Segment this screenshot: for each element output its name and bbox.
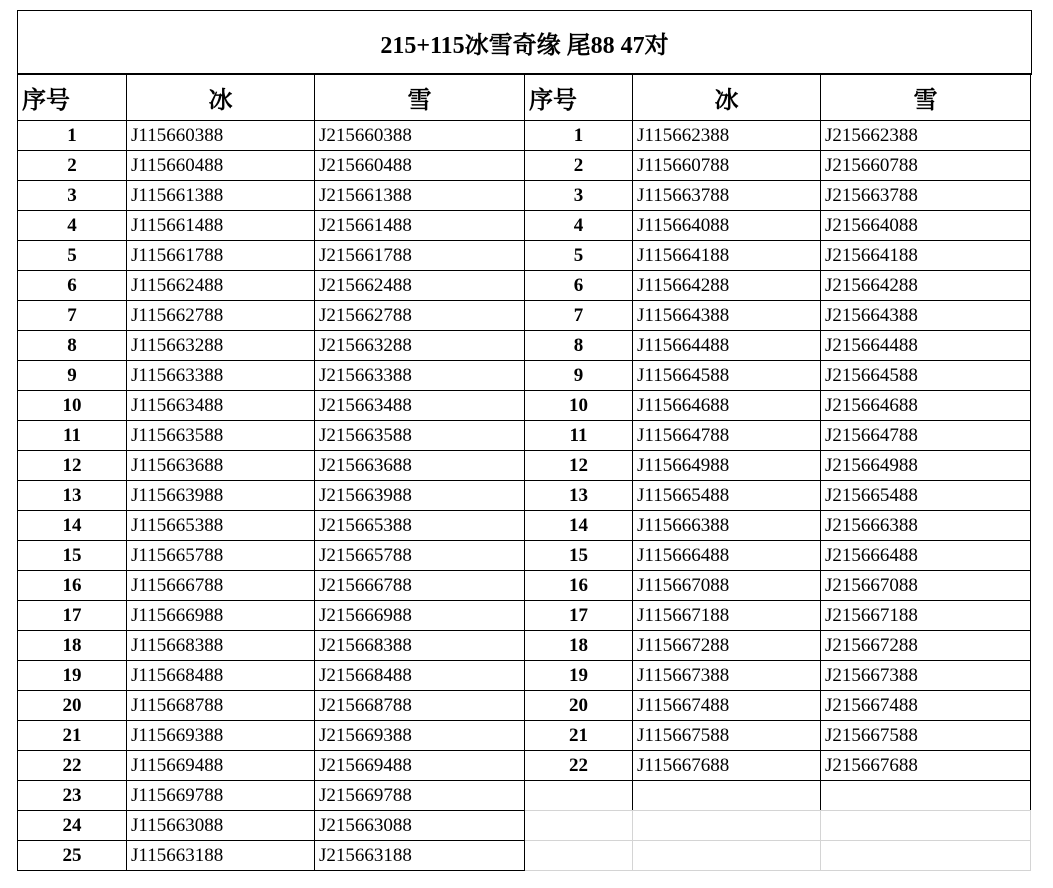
left-index-cell: 19 [18,661,127,691]
left-ice-cell: J115668488 [127,661,315,691]
right-snow-cell: J215664688 [821,391,1031,421]
header-ice-left: 冰 [127,75,315,121]
left-snow-cell: J215660488 [315,151,525,181]
right-index-cell: 15 [525,541,633,571]
right-ice-cell: J115665488 [633,481,821,511]
left-ice-cell: J115660388 [127,121,315,151]
right-ice-cell: J115664788 [633,421,821,451]
left-ice-cell: J115669788 [127,781,315,811]
table-row [18,121,1031,151]
left-snow-cell: J215666788 [315,571,525,601]
table-row [18,421,1031,451]
right-ice-cell: J115664188 [633,241,821,271]
right-snow-cell: J215667588 [821,721,1031,751]
table-row [18,451,1031,481]
right-ice-cell: J115664988 [633,451,821,481]
right-snow-cell: J215664488 [821,331,1031,361]
left-ice-cell: J115666988 [127,601,315,631]
left-snow-cell: J215663088 [315,811,525,841]
left-ice-cell: J115668388 [127,631,315,661]
left-snow-cell: J215668388 [315,631,525,661]
right-index-cell: 7 [525,301,633,331]
table-row [18,211,1031,241]
left-snow-cell: J215663188 [315,841,525,871]
left-ice-cell: J115660488 [127,151,315,181]
right-snow-cell: J215664388 [821,301,1031,331]
left-index-cell: 16 [18,571,127,601]
table-row [18,841,1031,871]
left-ice-cell: J115661788 [127,241,315,271]
table-row [18,181,1031,211]
right-index-cell: 2 [525,151,633,181]
left-snow-cell: J215669388 [315,721,525,751]
right-index-cell: 1 [525,121,633,151]
table-row [18,241,1031,271]
table-row [18,811,1031,841]
right-index-cell: 9 [525,361,633,391]
right-index-cell: 16 [525,571,633,601]
right-index-cell: 19 [525,661,633,691]
left-index-cell: 13 [18,481,127,511]
right-ice-cell: J115664688 [633,391,821,421]
table-row [18,601,1031,631]
header-index-left: 序号 [18,75,127,121]
left-snow-cell: J215669788 [315,781,525,811]
left-index-cell: 18 [18,631,127,661]
left-index-cell: 12 [18,451,127,481]
right-ice-cell: J115663788 [633,181,821,211]
right-snow-cell: J215667088 [821,571,1031,601]
right-index-cell: 18 [525,631,633,661]
right-empty-cell [525,841,633,871]
right-index-cell: 10 [525,391,633,421]
left-index-cell: 1 [18,121,127,151]
table-row [18,661,1031,691]
table-row [18,691,1031,721]
table-row [18,781,1031,811]
table-row [18,151,1031,181]
table-row [18,631,1031,661]
left-snow-cell: J215666988 [315,601,525,631]
header-row [18,75,1031,121]
left-snow-cell: J215668788 [315,691,525,721]
right-snow-cell: J215667688 [821,751,1031,781]
right-ice-cell: J115667088 [633,571,821,601]
right-index-cell: 14 [525,511,633,541]
right-snow-cell: J215664788 [821,421,1031,451]
table-row [18,271,1031,301]
right-snow-cell: J215664288 [821,271,1031,301]
right-ice-cell: J115666388 [633,511,821,541]
left-ice-cell: J115663188 [127,841,315,871]
right-snow-cell: J215663788 [821,181,1031,211]
left-snow-cell: J215665388 [315,511,525,541]
right-snow-cell: J215664188 [821,241,1031,271]
table-row [18,361,1031,391]
left-index-cell: 3 [18,181,127,211]
right-snow-cell: J215665488 [821,481,1031,511]
right-index-cell: 6 [525,271,633,301]
right-snow-cell: J215666388 [821,511,1031,541]
pairs-table [17,74,1031,871]
left-ice-cell: J115669488 [127,751,315,781]
right-index-cell: 11 [525,421,633,451]
right-empty-cell [633,841,821,871]
table-row [18,751,1031,781]
left-snow-cell: J215663388 [315,361,525,391]
left-ice-cell: J115663388 [127,361,315,391]
header-ice-right: 冰 [633,75,821,121]
left-index-cell: 22 [18,751,127,781]
right-index-cell: 22 [525,751,633,781]
right-ice-cell: J115667488 [633,691,821,721]
right-empty-cell [633,811,821,841]
left-snow-cell: J215661788 [315,241,525,271]
left-snow-cell: J215662488 [315,271,525,301]
left-index-cell: 9 [18,361,127,391]
left-snow-cell: J215661388 [315,181,525,211]
right-empty-cell [633,781,821,811]
left-index-cell: 2 [18,151,127,181]
left-index-cell: 24 [18,811,127,841]
left-ice-cell: J115663688 [127,451,315,481]
right-index-cell: 5 [525,241,633,271]
left-snow-cell: J215668488 [315,661,525,691]
left-index-cell: 6 [18,271,127,301]
left-ice-cell: J115665788 [127,541,315,571]
right-snow-cell: J215667488 [821,691,1031,721]
table-row [18,541,1031,571]
table-row [18,511,1031,541]
right-ice-cell: J115667688 [633,751,821,781]
left-snow-cell: J215663588 [315,421,525,451]
left-index-cell: 25 [18,841,127,871]
left-index-cell: 5 [18,241,127,271]
left-snow-cell: J215663488 [315,391,525,421]
right-index-cell: 17 [525,601,633,631]
left-index-cell: 14 [18,511,127,541]
right-ice-cell: J115667388 [633,661,821,691]
right-index-cell: 20 [525,691,633,721]
sheet-title: 215+115冰雪奇缘 尾88 47对 [17,10,1032,75]
right-ice-cell: J115667188 [633,601,821,631]
left-snow-cell: J215669488 [315,751,525,781]
right-index-cell: 13 [525,481,633,511]
left-snow-cell: J215662788 [315,301,525,331]
left-snow-cell: J215661488 [315,211,525,241]
right-index-cell: 3 [525,181,633,211]
left-ice-cell: J115663288 [127,331,315,361]
left-ice-cell: J115662788 [127,301,315,331]
left-index-cell: 23 [18,781,127,811]
left-ice-cell: J115669388 [127,721,315,751]
right-ice-cell: J115664088 [633,211,821,241]
right-snow-cell: J215667288 [821,631,1031,661]
left-snow-cell: J215660388 [315,121,525,151]
right-ice-cell: J115667588 [633,721,821,751]
right-empty-cell [525,781,633,811]
right-index-cell: 8 [525,331,633,361]
right-snow-cell: J215660788 [821,151,1031,181]
right-empty-cell [821,811,1031,841]
right-snow-cell: J215662388 [821,121,1031,151]
table-row [18,391,1031,421]
right-index-cell: 12 [525,451,633,481]
left-snow-cell: J215663988 [315,481,525,511]
left-index-cell: 8 [18,331,127,361]
left-ice-cell: J115666788 [127,571,315,601]
left-index-cell: 21 [18,721,127,751]
left-ice-cell: J115663988 [127,481,315,511]
left-index-cell: 17 [18,601,127,631]
left-ice-cell: J115662488 [127,271,315,301]
left-snow-cell: J215665788 [315,541,525,571]
right-empty-cell [821,841,1031,871]
left-index-cell: 10 [18,391,127,421]
right-ice-cell: J115664288 [633,271,821,301]
left-ice-cell: J115663088 [127,811,315,841]
right-snow-cell: J215667188 [821,601,1031,631]
right-ice-cell: J115667288 [633,631,821,661]
left-snow-cell: J215663688 [315,451,525,481]
table-row [18,721,1031,751]
left-snow-cell: J215663288 [315,331,525,361]
left-ice-cell: J115663488 [127,391,315,421]
left-index-cell: 7 [18,301,127,331]
left-ice-cell: J115661488 [127,211,315,241]
table-row [18,301,1031,331]
right-index-cell: 21 [525,721,633,751]
header-index-right: 序号 [525,75,633,121]
left-index-cell: 4 [18,211,127,241]
right-ice-cell: J115664588 [633,361,821,391]
right-empty-cell [821,781,1031,811]
right-index-cell: 4 [525,211,633,241]
left-ice-cell: J115663588 [127,421,315,451]
right-ice-cell: J115660788 [633,151,821,181]
right-ice-cell: J115666488 [633,541,821,571]
left-ice-cell: J115668788 [127,691,315,721]
right-snow-cell: J215664588 [821,361,1031,391]
right-snow-cell: J215666488 [821,541,1031,571]
right-snow-cell: J215664988 [821,451,1031,481]
table-row [18,481,1031,511]
header-snow-left: 雪 [315,75,525,121]
header-snow-right: 雪 [821,75,1031,121]
right-ice-cell: J115664488 [633,331,821,361]
table-row [18,331,1031,361]
right-empty-cell [525,811,633,841]
left-index-cell: 11 [18,421,127,451]
left-ice-cell: J115661388 [127,181,315,211]
right-ice-cell: J115664388 [633,301,821,331]
table-row [18,571,1031,601]
left-ice-cell: J115665388 [127,511,315,541]
left-index-cell: 15 [18,541,127,571]
right-snow-cell: J215664088 [821,211,1031,241]
right-snow-cell: J215667388 [821,661,1031,691]
left-index-cell: 20 [18,691,127,721]
right-ice-cell: J115662388 [633,121,821,151]
